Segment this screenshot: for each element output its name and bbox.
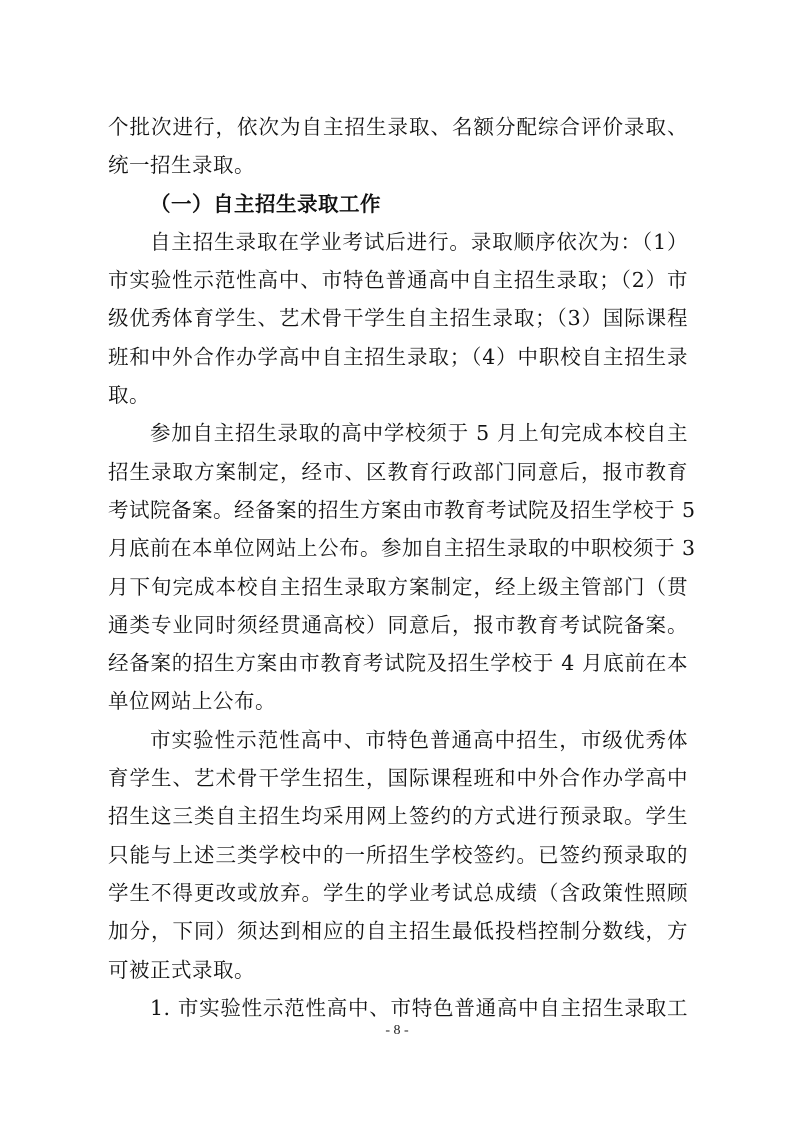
text-line: 招生录取方案制定，经市、区教育行政部门同意后，报市教育 bbox=[108, 459, 688, 484]
text-line: 统一招生录取。 bbox=[108, 153, 255, 178]
text-line: 班和中外合作办学高中自主招生录取；（4）中职校自主招生录 bbox=[108, 344, 688, 369]
section-heading: （一）自主招生录取工作 bbox=[150, 191, 381, 216]
text-line: 个批次进行，依次为自主招生录取、名额分配综合评价录取、 bbox=[108, 115, 688, 139]
page-number: - 8 - bbox=[385, 1023, 409, 1038]
text-line: 育学生、艺术骨干学生招生，国际课程班和中外合作办学高中 bbox=[108, 766, 688, 791]
text-line: 1. 市实验性示范性高中、市特色普通高中自主招生录取工 bbox=[150, 995, 688, 1020]
text-line: 自主招生录取在学业考试后进行。录取顺序依次为：（1） bbox=[150, 229, 688, 254]
document-body bbox=[108, 108, 696, 1027]
text-line: 招生这三类自主招生均采用网上签约的方式进行预录取。学生 bbox=[108, 804, 688, 829]
text-line: 考试院备案。经备案的招生方案由市教育考试院及招生学校于 5 bbox=[108, 497, 696, 522]
text-line: 学生不得更改或放弃。学生的学业考试总成绩（含政策性照顾 bbox=[108, 880, 688, 905]
text-line: 月下旬完成本校自主招生录取方案制定，经上级主管部门（贯 bbox=[108, 574, 688, 599]
text-line: 通类专业同时须经贯通高校）同意后，报市教育考试院备案。 bbox=[108, 612, 688, 637]
text-line: 参加自主招生录取的高中学校须于 5 月上旬完成本校自主 bbox=[150, 421, 688, 446]
text-line: 取。 bbox=[108, 383, 150, 408]
text-line: 级优秀体育学生、艺术骨干学生自主招生录取；（3）国际课程 bbox=[108, 306, 688, 331]
text-line: 加分，下同）须达到相应的自主招生最低投档控制分数线，方 bbox=[108, 919, 688, 944]
text-line: 市实验性示范性高中、市特色普通高中自主招生录取；（2）市 bbox=[108, 268, 688, 293]
text-line: 市实验性示范性高中、市特色普通高中招生，市级优秀体 bbox=[150, 727, 688, 752]
text-line: 单位网站上公布。 bbox=[108, 689, 276, 714]
text-line: 可被正式录取。 bbox=[108, 957, 255, 982]
text-line: 月底前在本单位网站上公布。参加自主招生录取的中职校须于 3 bbox=[108, 536, 696, 561]
text-line: 只能与上述三类学校中的一所招生学校签约。已签约预录取的 bbox=[108, 842, 688, 867]
text-line: 经备案的招生方案由市教育考试院及招生学校于 4 月底前在本 bbox=[108, 651, 688, 676]
